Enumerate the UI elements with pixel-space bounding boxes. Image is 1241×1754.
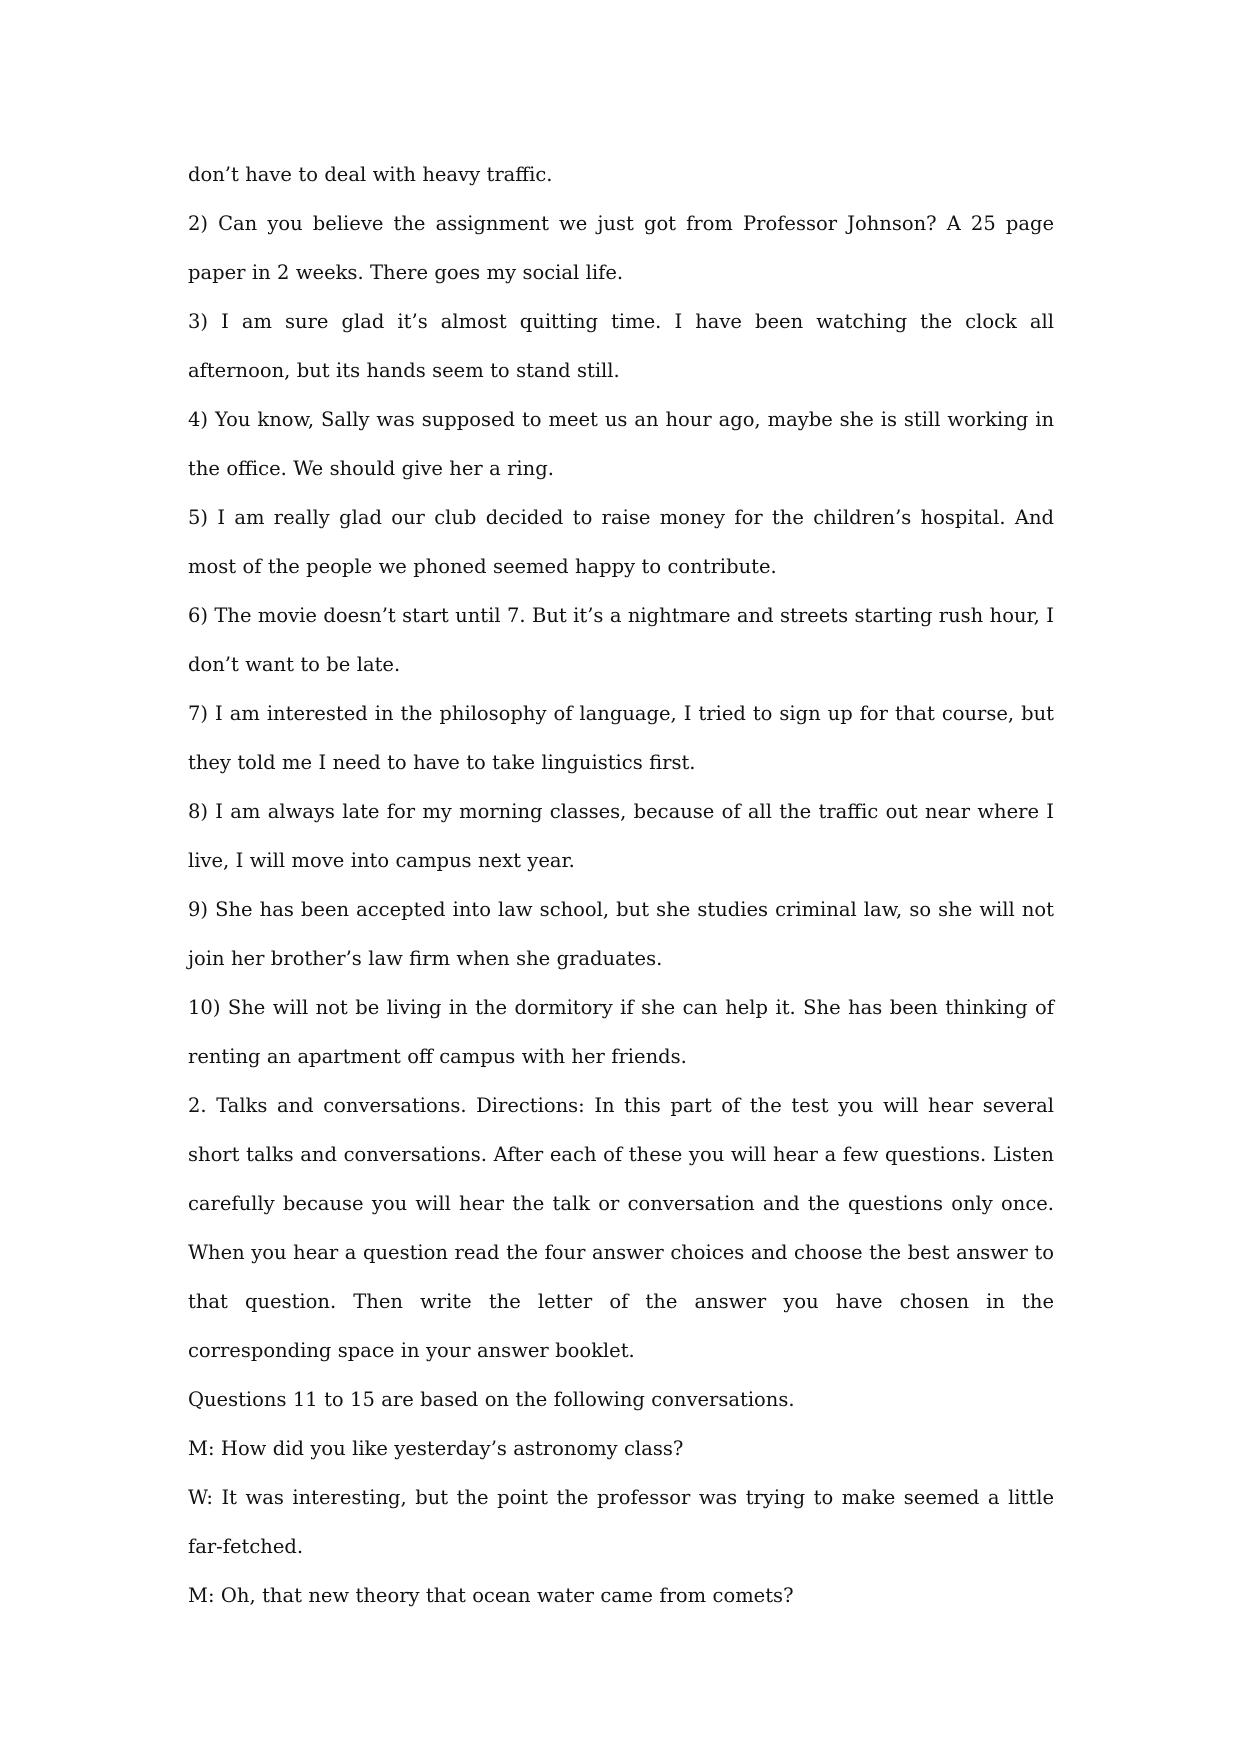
dialogue-line-m-2: M: Oh, that new theory that ocean water came from comets? <box>188 1584 794 1607</box>
paragraph-continuation: don’t have to deal with heavy traffic. <box>188 163 553 186</box>
document-page <box>188 150 1054 1620</box>
dialogue-line-w-1: W: It was interesting, but the point the professor was trying to make seemed a little far-fetched. <box>188 1486 1054 1558</box>
paragraph-item-4: 4) You know, Sally was supposed to meet us an hour ago, maybe she is still working in the office. We should give her a ring. <box>188 408 1054 480</box>
dialogue-line-m-1: M: How did you like yesterday’s astronomy class? <box>188 1437 684 1460</box>
paragraph-item-3: 3) I am sure glad it’s almost quitting time. I have been watching the clock all afternoon, but its hands seem to stand still. <box>188 310 1054 382</box>
paragraph-item-8: 8) I am always late for my morning classes, because of all the traffic out near where I live, I will move into campus next year. <box>188 800 1054 872</box>
paragraph-item-10: 10) She will not be living in the dormitory if she can help it. She has been thinking of renting an apartment off campus with her friends. <box>188 996 1054 1068</box>
section-directions: 2. Talks and conversations. Directions: In this part of the test you will hear several short talks and conversations. After each of these you will hear a few questions. Listen carefully because you will hear the talk or conversation and the questions only once. When you hear a question read the four answer choices and choose the best answer to that question. Then write the letter of the answer you have chosen in the corresponding space in your answer booklet. <box>188 1094 1054 1362</box>
paragraph-item-2: 2) Can you believe the assignment we just got from Professor Johnson? A 25 page paper in 2 weeks. There goes my social life. <box>188 212 1054 284</box>
paragraph-item-9: 9) She has been accepted into law school, but she studies criminal law, so she will not join her brother’s law firm when she graduates. <box>188 898 1054 970</box>
questions-intro: Questions 11 to 15 are based on the following conversations. <box>188 1388 795 1411</box>
paragraph-item-5: 5) I am really glad our club decided to raise money for the children’s hospital. And most of the people we phoned seemed happy to contribute. <box>188 506 1054 578</box>
paragraph-item-6: 6) The movie doesn’t start until 7. But it’s a nightmare and streets starting rush hour, I don’t want to be late. <box>188 604 1054 676</box>
paragraph-item-7: 7) I am interested in the philosophy of language, I tried to sign up for that course, but they told me I need to have to take linguistics first. <box>188 702 1054 774</box>
